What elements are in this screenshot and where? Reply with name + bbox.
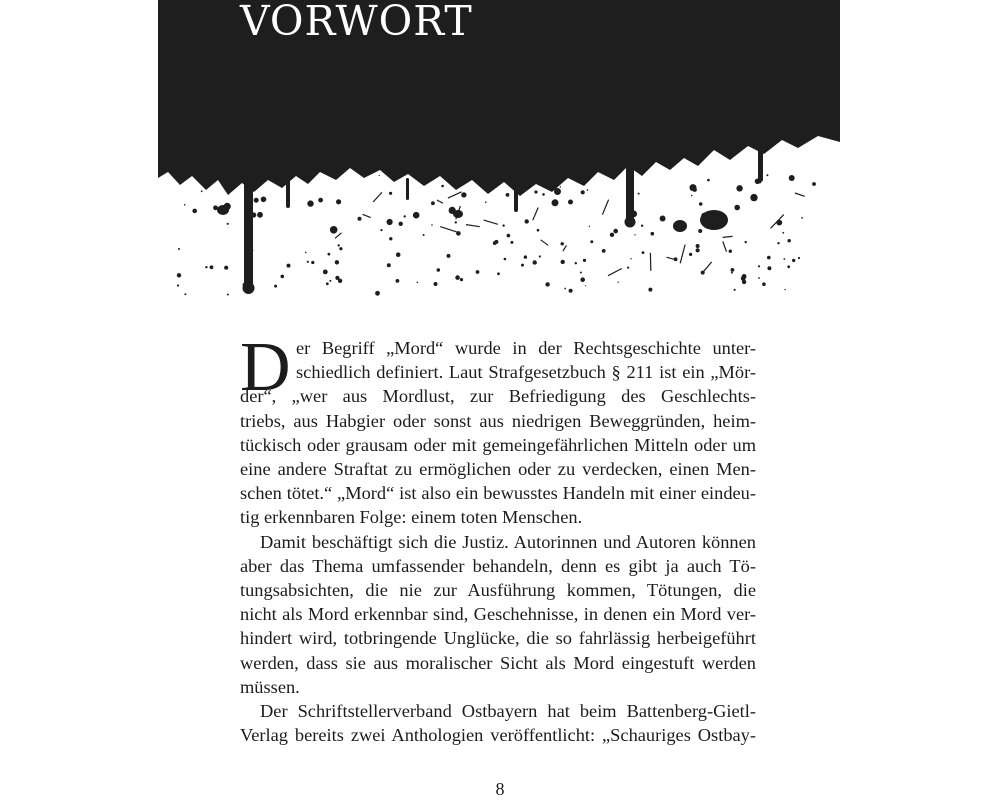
ink-spatter-dot xyxy=(758,277,760,279)
ink-streak xyxy=(484,220,498,224)
ink-spatter-dot xyxy=(336,199,341,204)
ink-spatter-dot xyxy=(602,249,606,253)
ink-spatter-dot xyxy=(447,254,451,258)
ink-streak xyxy=(723,236,733,237)
ink-spatter-dot xyxy=(488,172,495,179)
ink-spatter-dot xyxy=(335,260,339,264)
ink-spatter-dot xyxy=(542,193,545,196)
ink-spatter-dot xyxy=(812,182,816,186)
ink-spatter-dot xyxy=(590,240,593,243)
ink-spatter-dot xyxy=(788,239,791,242)
paragraph-1 xyxy=(240,329,756,530)
ink-spatter-dot xyxy=(184,204,186,206)
text-line: Verlag bereits zwei Anthologien veröffentlicht: „Schauriges Ostbay- xyxy=(240,725,756,746)
ink-spatter-dot xyxy=(497,272,500,275)
ink-spatter-dot xyxy=(618,282,619,283)
ink-streak xyxy=(363,214,371,217)
ink-spatter-dot xyxy=(338,244,340,246)
ink-streak xyxy=(602,200,608,215)
ink-spatter-dot xyxy=(766,174,768,176)
ink-spatter-dot xyxy=(437,268,441,272)
ink-spatter-dot xyxy=(311,261,314,264)
ink-spatter-dot xyxy=(339,247,342,250)
ink-spatter-dot xyxy=(634,234,635,235)
paragraph-2 xyxy=(240,530,756,699)
ink-spatter-dot xyxy=(524,255,527,258)
ink-spatter-dot xyxy=(745,241,747,243)
ink-splatter-illustration xyxy=(158,0,840,310)
ink-spatter-dot xyxy=(689,253,692,256)
ink-spatter-dot xyxy=(707,179,710,182)
ink-spatter-dot xyxy=(783,258,785,260)
ink-spatter-dot xyxy=(701,213,707,219)
ink-spatter-dot xyxy=(539,255,541,257)
ink-spatter-dot xyxy=(329,280,331,282)
ink-spatter-dot xyxy=(729,250,732,253)
text-line: eine andere Straftat zu ermöglichen oder zu verdecken, einen Men- xyxy=(240,459,756,480)
ink-spatter-dot xyxy=(255,182,257,184)
ink-spatter-dot xyxy=(580,272,582,274)
ink-spatter-dot xyxy=(561,242,564,245)
ink-spatter-dot xyxy=(777,242,779,244)
ink-spatter-dot xyxy=(254,198,259,203)
ink-spatter-dot xyxy=(638,193,640,195)
ink-spatter-dot xyxy=(177,284,179,286)
ink-spatter-dot xyxy=(252,250,253,251)
ink-spatter-dot xyxy=(734,289,736,291)
ink-spatter-dot xyxy=(506,193,510,197)
ink-spatter-dot xyxy=(399,222,403,226)
ink-spatter-dot xyxy=(305,252,307,254)
ink-spatter-dot xyxy=(396,279,400,283)
ink-spatter-dot xyxy=(580,277,585,282)
ink-spatter-dot xyxy=(734,205,740,211)
ink-spatter-dot xyxy=(630,258,631,259)
ink-spatter-dot xyxy=(568,200,573,205)
ink-spatter-dot xyxy=(507,234,511,238)
text-line: müssen. xyxy=(240,676,300,697)
text-line: werden, dass sie aus moralischer Sicht als Mord eingestuft werden xyxy=(240,652,756,673)
text-line: der“, „wer aus Mordlust, zur Befriedigung des Geschlechts- xyxy=(240,386,756,407)
ink-spatter-dot xyxy=(358,217,362,221)
ink-spatter-dot xyxy=(589,226,590,227)
ink-spatter-dot xyxy=(552,199,559,206)
ink-spatter-dot xyxy=(449,207,456,214)
ink-spatter-dot xyxy=(286,183,289,186)
ink-spatter-dot xyxy=(201,190,203,192)
text-line: tückisch oder grausam oder mit gemeingefährlichen Mitteln oder um xyxy=(240,434,756,455)
ink-spatter-dot xyxy=(227,294,229,296)
ink-spatter-dot xyxy=(521,264,524,267)
ink-spatter-dot xyxy=(338,279,342,283)
ink-spatter-dot xyxy=(326,282,329,285)
ink-streak xyxy=(373,192,382,202)
ink-spatter-dot xyxy=(564,288,566,290)
ink-spatter-dot xyxy=(502,224,504,226)
ink-spatter-dot xyxy=(192,209,197,214)
drop-cap: D xyxy=(240,329,291,406)
ink-streak xyxy=(608,269,622,276)
ink-spatter-dot xyxy=(493,241,497,245)
body-text xyxy=(240,329,756,747)
ink-spatter-dot xyxy=(583,259,586,262)
ink-spatter-dot xyxy=(731,272,733,274)
ink-streak xyxy=(795,193,805,196)
ink-spatter-dot xyxy=(476,270,480,274)
text-line: aber das Thema umfassender behandeln, denn es gibt ja auch Tö- xyxy=(240,555,756,576)
ink-spatter-dot xyxy=(691,195,693,197)
text-line: Der Schriftstellerverband Ostbayern hat beim Battenberg-Gietl- xyxy=(260,701,756,722)
ink-spatter-dot xyxy=(455,275,460,280)
ink-spatter-dot xyxy=(613,229,618,234)
ink-spatter-dot xyxy=(387,219,393,225)
ink-spatter-dot xyxy=(696,244,700,248)
ink-streak xyxy=(533,208,539,221)
ink-spatter-dot xyxy=(767,266,771,270)
ink-spatter-dot xyxy=(787,265,790,268)
text-line: triebs, aus Habgier oder sonst aus niedrigen Beweggründen, heim- xyxy=(240,410,756,431)
ink-streak xyxy=(563,245,567,251)
ink-streak xyxy=(723,242,727,252)
ink-spatter-dot xyxy=(227,223,229,225)
ink-spatter-dot xyxy=(630,211,637,218)
ink-spatter-dot xyxy=(762,282,766,286)
ink-spatter-dot xyxy=(767,256,771,260)
ink-spatter-dot xyxy=(301,175,306,180)
ink-spatter-dot xyxy=(387,263,391,267)
ink-spatter-dot xyxy=(251,212,256,217)
ink-streak xyxy=(335,233,342,239)
ink-streak xyxy=(703,262,712,272)
ink-spatter-dot xyxy=(587,189,589,191)
ink-spatter-dot xyxy=(274,285,277,288)
text-line: schen tötet.“ „Mord“ ist also ein bewusstes Handeln mit einer eindeu- xyxy=(240,483,756,504)
ink-spatter-dot xyxy=(380,229,382,231)
text-line: Damit beschäftigt sich die Justiz. Autorinnen und Autoren können xyxy=(260,531,756,552)
ink-spatter-dot xyxy=(801,217,803,219)
ink-splatter-banner xyxy=(158,0,840,310)
paragraph-3 xyxy=(240,699,756,747)
ink-spatter-dot xyxy=(441,185,444,188)
ink-spatter-dot xyxy=(389,237,392,240)
ink-spatter-dot xyxy=(561,260,565,264)
ink-spatter-dot xyxy=(213,205,218,210)
ink-spatter-dot xyxy=(287,264,291,268)
ink-spatter-dot xyxy=(504,258,507,261)
ink-streak xyxy=(680,245,685,264)
ink-spatter-dot xyxy=(651,232,655,236)
ink-spatter-dot xyxy=(755,179,761,185)
ink-spatter-dot xyxy=(178,248,180,250)
ink-streak xyxy=(466,225,480,227)
ink-spatter-dot xyxy=(261,197,267,203)
ink-spatter-dot xyxy=(379,175,380,176)
ink-spatter-dot xyxy=(404,215,406,217)
ink-spatter-dot xyxy=(184,293,186,295)
ink-spatter-dot xyxy=(431,201,435,205)
ink-spatter-dot xyxy=(461,192,466,197)
ink-spatter-dot xyxy=(318,198,323,203)
text-line: nicht als Mord erkennbar sind, Geschehnisse, in denen ein Mord ver- xyxy=(240,604,756,625)
ink-spatter-dot xyxy=(641,225,643,227)
ink-spatter-dot xyxy=(742,274,747,279)
ink-spatter-dot xyxy=(389,192,392,195)
ink-spatter-dot xyxy=(210,265,214,269)
ink-spatter-dot xyxy=(525,219,529,223)
ink-spatter-dot xyxy=(798,257,800,259)
ink-spatter-dot xyxy=(248,285,250,287)
chapter-title: VORWORT xyxy=(240,0,473,45)
ink-streak xyxy=(541,240,549,246)
ink-spatter-dot xyxy=(660,216,666,222)
ink-spatter-dot xyxy=(545,282,549,286)
ink-spatter-dot xyxy=(204,184,209,189)
ink-spatter-dot xyxy=(698,229,702,233)
ink-spatter-dot xyxy=(243,283,247,287)
ink-spatter-dot xyxy=(396,252,401,257)
ink-spatter-dot xyxy=(560,186,561,187)
ink-spatter-dot xyxy=(699,202,703,206)
ink-spatter-dot xyxy=(738,187,741,190)
ink-spatter-dot xyxy=(581,190,585,194)
ink-spatter-dot xyxy=(281,275,285,279)
ink-spatter-dot xyxy=(789,175,795,181)
ink-spatter-dot xyxy=(257,212,263,218)
ink-streak xyxy=(440,227,457,233)
ink-spatter-dot xyxy=(307,200,313,206)
ink-spatter-dot xyxy=(434,282,438,286)
text-line: er Begriff „Mord“ wurde in der Rechtsgeschichte unter- xyxy=(296,338,756,358)
text-line: schiedlich definiert. Laut Strafgesetzbuch § 211 ist ein „Mör- xyxy=(296,362,756,383)
ink-spatter-dot xyxy=(224,203,231,210)
ink-spatter-dot xyxy=(307,261,309,263)
ink-spatter-dot xyxy=(792,259,795,262)
ink-spatter-dot xyxy=(413,212,420,219)
ink-spatter-dot xyxy=(610,233,614,237)
ink-streak xyxy=(448,192,462,198)
ink-spatter-dot xyxy=(417,282,419,284)
text-line: tig erkennbaren Folge: einem toten Menschen. xyxy=(240,507,583,528)
text-line: tungsabsichten, die nie zur Ausführung kommen, Tötungen, die xyxy=(240,580,756,601)
ink-spatter-dot xyxy=(731,268,735,272)
ink-spatter-dot xyxy=(534,190,537,193)
ink-spatter-dot xyxy=(690,184,697,191)
ink-spatter-dot xyxy=(431,224,433,226)
ink-spatter-dot xyxy=(784,289,785,290)
ink-spatter-dot xyxy=(585,285,586,286)
ink-streak xyxy=(437,200,443,203)
ink-spatter-dot xyxy=(751,195,754,198)
ink-spatter-dot xyxy=(247,185,248,186)
ink-spatter-dot xyxy=(533,260,537,264)
page-number: 8 xyxy=(495,779,505,799)
ink-spatter-dot xyxy=(455,221,457,223)
ink-spatter-dot xyxy=(423,234,425,236)
ink-spatter-dot xyxy=(328,253,331,256)
ink-spatter-dot xyxy=(537,229,540,232)
ink-spatter-dot xyxy=(177,273,181,277)
ink-spatter-dot xyxy=(430,175,436,181)
ink-spatter-dot xyxy=(375,291,380,296)
ink-spatter-dot xyxy=(575,262,577,264)
ink-spatter-dot xyxy=(205,266,207,268)
ink-spatter-dot xyxy=(330,226,338,234)
ink-spatter-dot xyxy=(642,251,645,254)
ink-spatter-dot xyxy=(485,201,487,203)
ink-spatter-dot xyxy=(696,248,700,252)
ink-spatter-dot xyxy=(323,270,328,275)
ink-spatter-dot xyxy=(648,288,652,292)
ink-spatter-dot xyxy=(750,194,757,201)
ink-spatter-dot xyxy=(758,265,760,267)
ink-spatter-dot xyxy=(460,278,463,281)
ink-spatter-dot xyxy=(554,188,561,195)
text-line: hindert wird, totbringende Unglücke, die so fahrlässig herbeigeführt xyxy=(240,628,756,649)
ink-spatter-dot xyxy=(569,289,573,293)
ink-spatter-dot xyxy=(627,267,629,269)
ink-spatter-dot xyxy=(224,266,228,270)
ink-spatter-dot xyxy=(782,232,784,234)
ink-spatter-dot xyxy=(510,241,513,244)
